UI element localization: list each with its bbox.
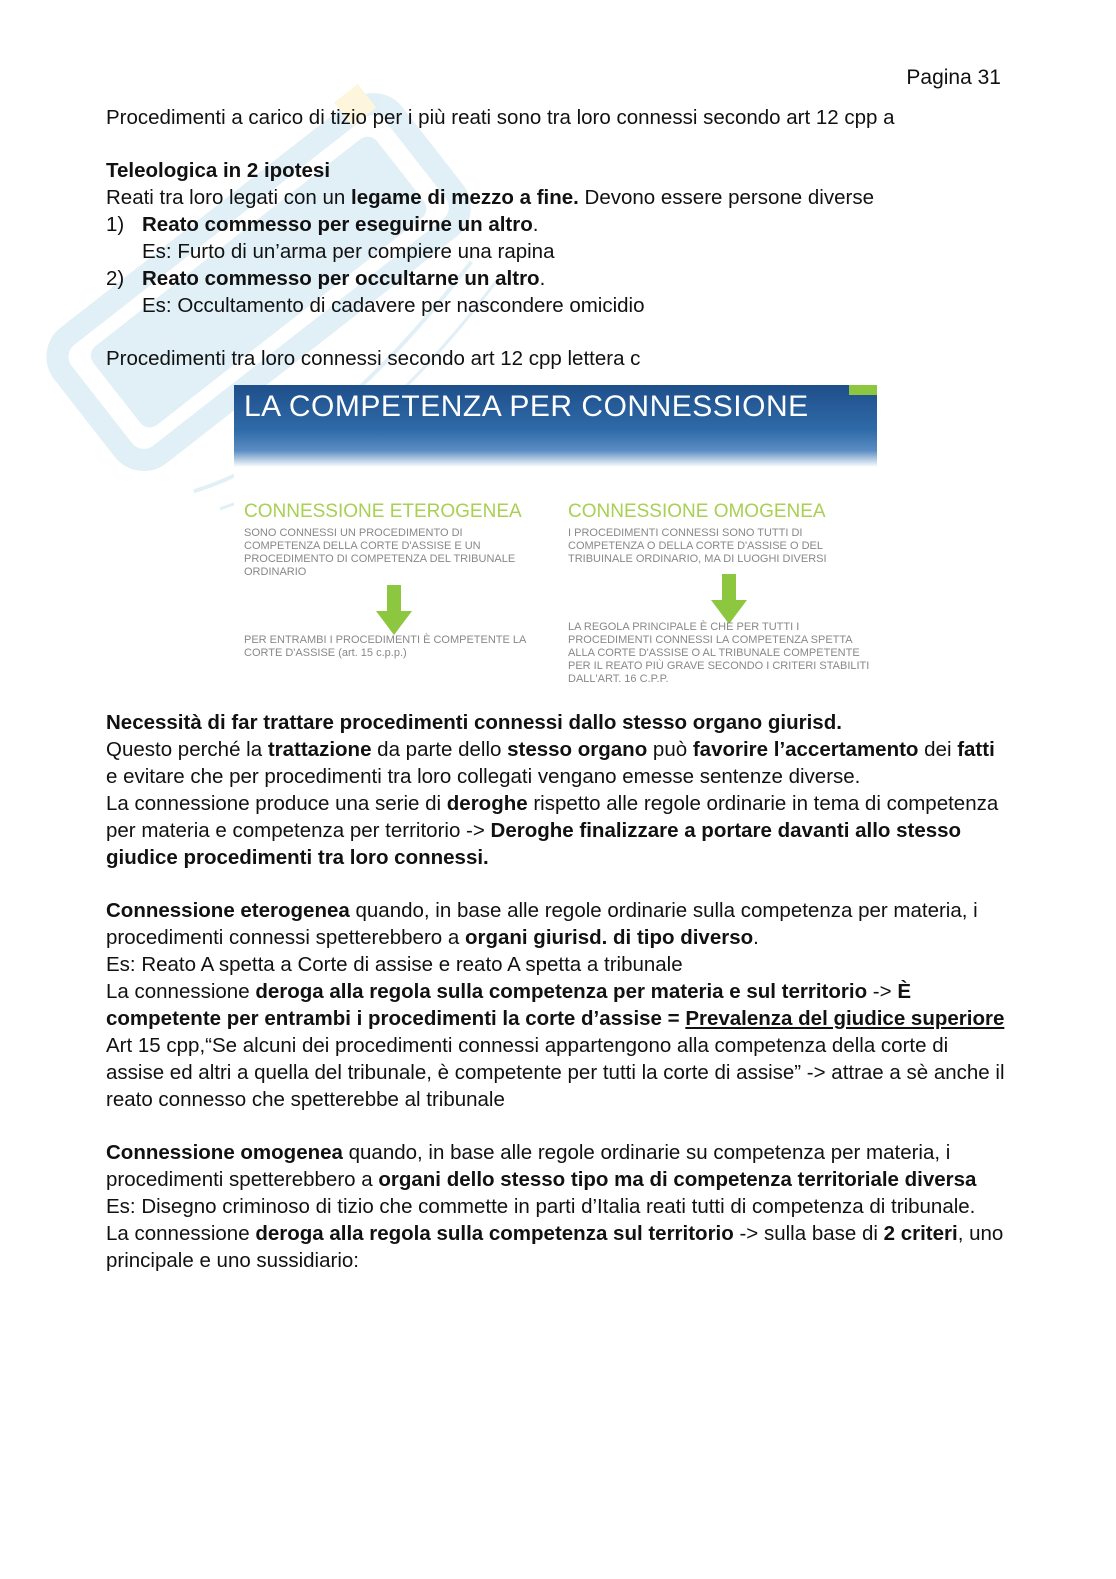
- eterogenea-paragraph: Connessione eterogenea quando, in base alle regole ordinarie sulla competenza per materia, i procedimenti connessi spetterebbero a organi giurisd. di tipo diverso.: [106, 899, 978, 949]
- intro-text: Procedimenti a carico di tizio per i più reati sono tra loro connessi secondo art 12 cpp a: [106, 106, 895, 129]
- arrow-down-icon: [376, 585, 412, 635]
- eterogenea-example: Es: Reato A spetta a Corte di assise e reato A spetta a tribunale: [106, 953, 683, 976]
- arrow-down-icon: [711, 574, 747, 624]
- slide-right-text: I PROCEDIMENTI CONNESSI SONO TUTTI DI COMPETENZA O DELLA CORTE D'ASSISE O DEL TRIBUINALE ORDINARIO, MA DI LUOGHI DIVERSI: [568, 527, 827, 565]
- slide-right-result: LA REGOLA PRINCIPALE È CHE PER TUTTI I PROCEDIMENTI CONNESSI LA COMPETENZA SPETTA ALLA CORTE D'ASSISE O AL TRIBUNALE COMPETENTE PER IL REATO PIÙ GRAVE SECONDO I CRITERI STABILITI DALL'ART. 16 C.P.P.: [568, 621, 870, 685]
- document-body: [106, 104, 1006, 1274]
- slide-left-text: SONO CONNESSI UN PROCEDIMENTO DI COMPETENZA DELLA CORTE D'ASSISE E UN PROCEDIMENTO DI COMPETENZA DEL TRIBUNALE ORDINARIO: [244, 527, 516, 578]
- teleologica-heading: Teleologica in 2 ipotesi: [106, 159, 331, 182]
- necessita-heading: Necessità di far trattare procedimenti connessi dallo stesso organo giurisd.: [106, 711, 842, 734]
- list-item: 2) Reato commesso per occultarne un altro. Es: Occultamento di cadavere per nascondere omicidio: [106, 267, 645, 317]
- teleologica-line: Reati tra loro legati con un legame di mezzo a fine. Devono essere persone diverse: [106, 186, 874, 209]
- art15-text: Art 15 cpp,“Se alcuni dei procedimenti connessi appartengono alla competenza della corte di assise ed altri a quella del tribunale, è competente per tutti la corte di assise” -> attrae a sè anche il reato connesso che spetterebbe al tribunale: [106, 1034, 1005, 1111]
- slide-left-heading: CONNESSIONE ETEROGENEA: [244, 501, 522, 522]
- slide-image: [234, 385, 877, 685]
- slide-left-result: PER ENTRAMBI I PROCEDIMENTI È COMPETENTE LA CORTE D'ASSISE (art. 15 c.p.p.): [244, 634, 526, 659]
- necessita-paragraph-1: Questo perché la trattazione da parte dello stesso organo può favorire l’accertamento dei fatti e evitare che per procedimenti tra loro collegati vengano emesse sentenze diverse.: [106, 738, 995, 788]
- omogenea-example: Es: Disegno criminoso di tizio che commette in parti d’Italia reati tutti di competenza di tribunale.: [106, 1195, 976, 1218]
- eterogenea-deroga: La connessione deroga alla regola sulla competenza per materia e sul territorio -> È competente per entrambi i procedimenti la corte d’assise = Prevalenza del giudice superiore: [106, 980, 1005, 1030]
- slide-accent: [849, 385, 877, 395]
- list-item: 1) Reato commesso per eseguirne un altro. Es: Furto di un’arma per compiere una rapina: [106, 213, 555, 263]
- lettera-c-text: Procedimenti tra loro connessi secondo art 12 cpp lettera c: [106, 347, 641, 370]
- slide-right-heading: CONNESSIONE OMOGENEA: [568, 501, 826, 522]
- page-number: Pagina 31: [906, 66, 1001, 89]
- omogenea-deroga: La connessione deroga alla regola sulla competenza sul territorio -> sulla base di 2 criteri, uno principale e uno sussidiario:: [106, 1222, 1004, 1272]
- slide-right-column: [568, 501, 873, 566]
- slide-title: LA COMPETENZA PER CONNESSIONE: [244, 390, 809, 423]
- necessita-paragraph-2: La connessione produce una serie di deroghe rispetto alle regole ordinarie in tema di competenza per materia e competenza per territorio -> Deroghe finalizzare a portare davanti allo stesso giudice procedimenti tra loro connessi.: [106, 792, 999, 869]
- omogenea-paragraph: Connessione omogenea quando, in base alle regole ordinarie su competenza per materia, i procedimenti spetterebbero a organi dello stesso tipo ma di competenza territoriale diversa: [106, 1141, 977, 1191]
- slide-left-column: [244, 501, 539, 579]
